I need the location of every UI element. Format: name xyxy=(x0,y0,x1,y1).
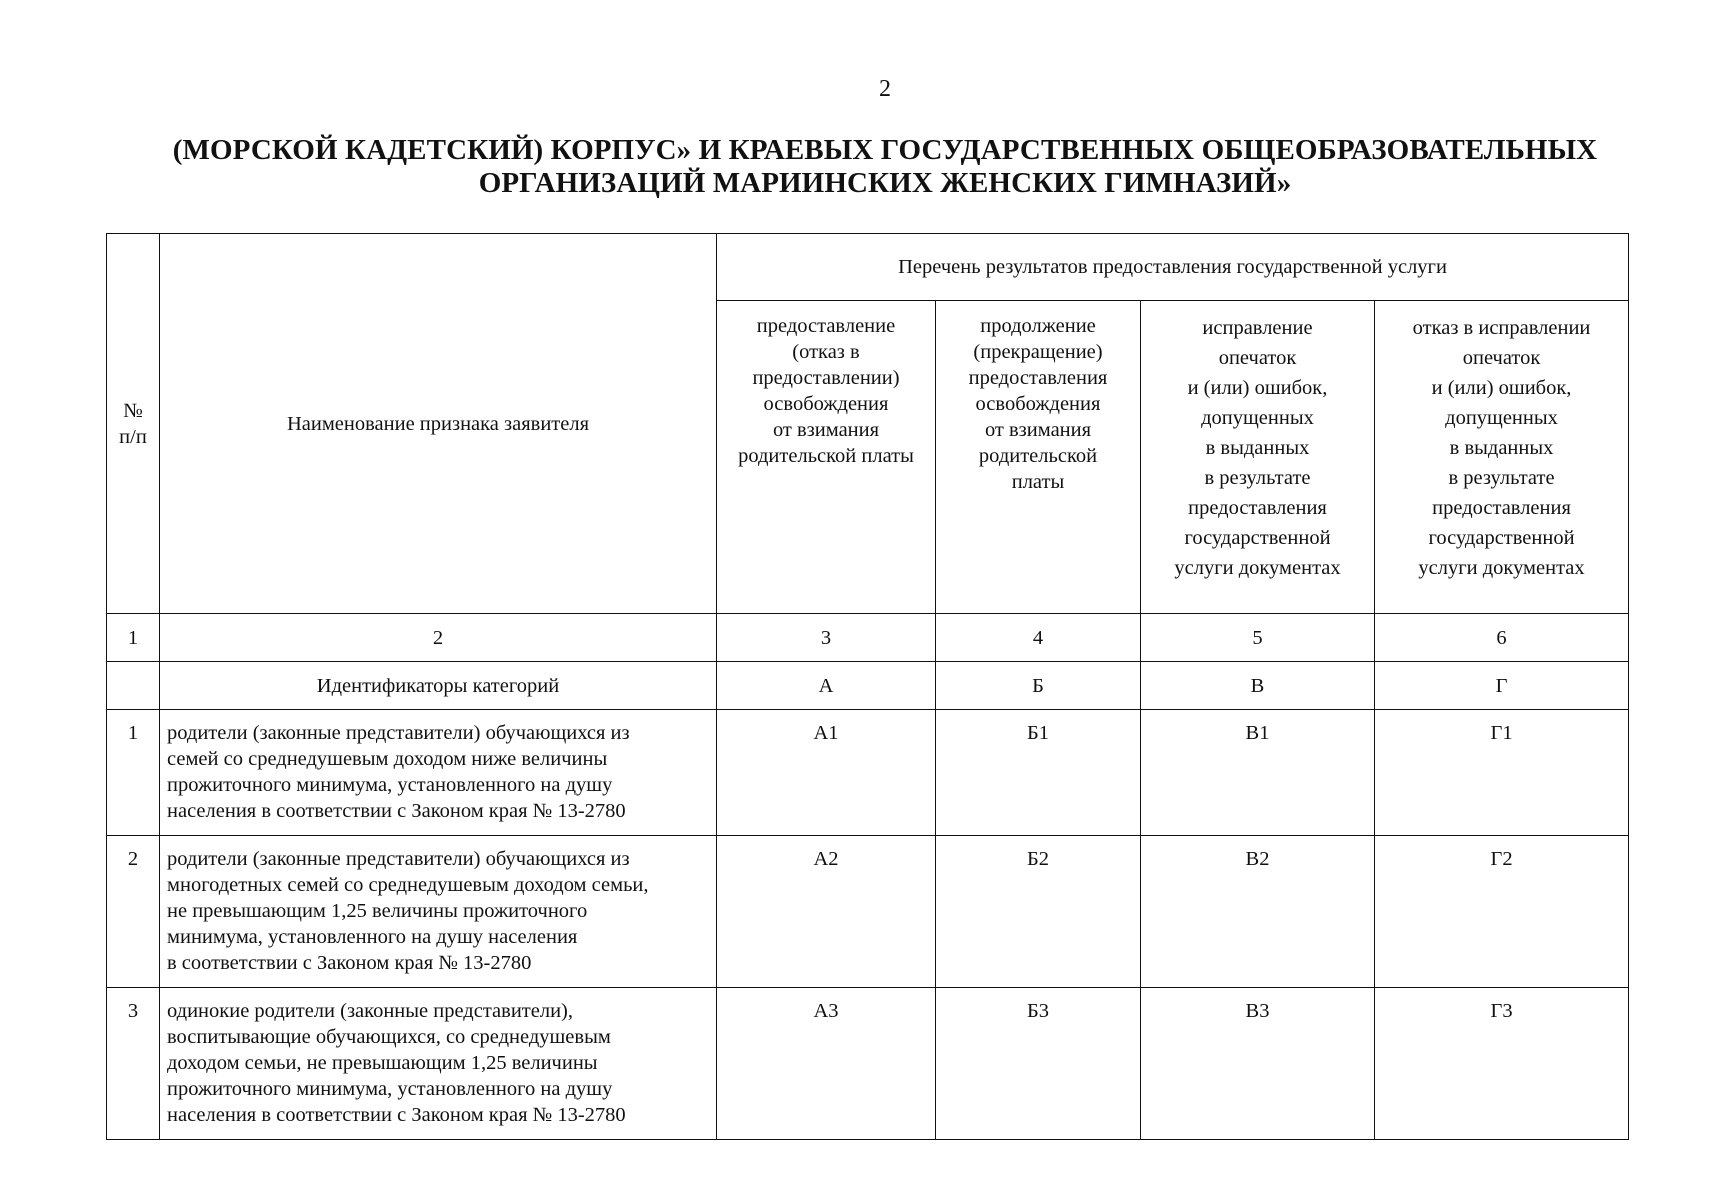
result-code-cell: Г3 xyxy=(1375,988,1629,1140)
document-title xyxy=(120,134,1650,200)
category-identifiers-label: Идентификаторы категорий xyxy=(160,662,717,710)
category-code-cell: Б xyxy=(936,662,1141,710)
category-code-cell: В xyxy=(1141,662,1375,710)
header-num-cell: № п/п xyxy=(107,234,160,614)
column-number-cell: 1 xyxy=(107,614,160,662)
row-number-cell: 2 xyxy=(107,836,160,988)
row-number-cell: 3 xyxy=(107,988,160,1140)
category-code-cell: А xyxy=(717,662,936,710)
result-code-cell: Б2 xyxy=(936,836,1141,988)
header-col3-cell: предоставление (отказ в предоставлении) освобождения от взимания родительской платы xyxy=(717,301,936,614)
column-number-cell: 5 xyxy=(1141,614,1375,662)
applicant-category-text: одинокие родители (законные представители), воспитывающие обучающихся, со среднедушевым доходом семьи, не превышающим 1,25 величины прожиточного минимума, установленного на душу населения в соответствии с Законом края № 13-2780 xyxy=(160,988,717,1140)
document-title-line-1: (МОРСКОЙ КАДЕТСКИЙ) КОРПУС» И КРАЕВЫХ ГОСУДАРСТВЕННЫХ ОБЩЕОБРАЗОВАТЕЛЬНЫХ xyxy=(172,134,1598,166)
result-code-cell: Г2 xyxy=(1375,836,1629,988)
column-number-cell: 3 xyxy=(717,614,936,662)
result-code-cell: В3 xyxy=(1141,988,1375,1140)
result-code-cell: Б1 xyxy=(936,710,1141,836)
header-col4-cell: продолжение (прекращение) предоставления освобождения от взимания родительской платы xyxy=(936,301,1141,614)
result-code-cell: В1 xyxy=(1141,710,1375,836)
header-col5-cell: исправление опечаток и (или) ошибок, допущенных в выданных в результате предоставления государственной услуги документах xyxy=(1141,301,1375,614)
empty-cell xyxy=(107,662,160,710)
table-row xyxy=(107,836,1629,988)
column-number-row xyxy=(107,614,1629,662)
result-code-cell: В2 xyxy=(1141,836,1375,988)
header-applicant-attribute-cell: Наименование признака заявителя xyxy=(160,234,717,614)
category-identifiers-row xyxy=(107,662,1629,710)
page-number: 2 xyxy=(879,76,891,102)
result-code-cell: Г1 xyxy=(1375,710,1629,836)
header-col6-cell: отказ в исправлении опечаток и (или) ошибок, допущенных в выданных в результате предоставления государственной услуги документах xyxy=(1375,301,1629,614)
header-results-list-cell: Перечень результатов предоставления государственной услуги xyxy=(717,234,1629,301)
result-code-cell: А1 xyxy=(717,710,936,836)
applicant-category-text: родители (законные представители) обучающихся из семей со среднедушевым доходом ниже величины прожиточного минимума, установленного на душу населения в соответствии с Законом края № 13-2780 xyxy=(160,710,717,836)
applicant-category-text: родители (законные представители) обучающихся из многодетных семей со среднедушевым доходом семьи, не превышающим 1,25 величины прожиточного минимума, установленного на душу населения в соответствии с Законом края № 13-2780 xyxy=(160,836,717,988)
column-number-cell: 4 xyxy=(936,614,1141,662)
table-row xyxy=(107,988,1629,1140)
results-table xyxy=(106,233,1629,1140)
result-code-cell: Б3 xyxy=(936,988,1141,1140)
result-code-cell: А3 xyxy=(717,988,936,1140)
column-number-cell: 2 xyxy=(160,614,717,662)
row-number-cell: 1 xyxy=(107,710,160,836)
column-number-cell: 6 xyxy=(1375,614,1629,662)
document-title-line-2: ОРГАНИЗАЦИЙ МАРИИНСКИХ ЖЕНСКИХ ГИМНАЗИЙ» xyxy=(478,167,1292,199)
table-row xyxy=(107,710,1629,836)
result-code-cell: А2 xyxy=(717,836,936,988)
category-code-cell: Г xyxy=(1375,662,1629,710)
